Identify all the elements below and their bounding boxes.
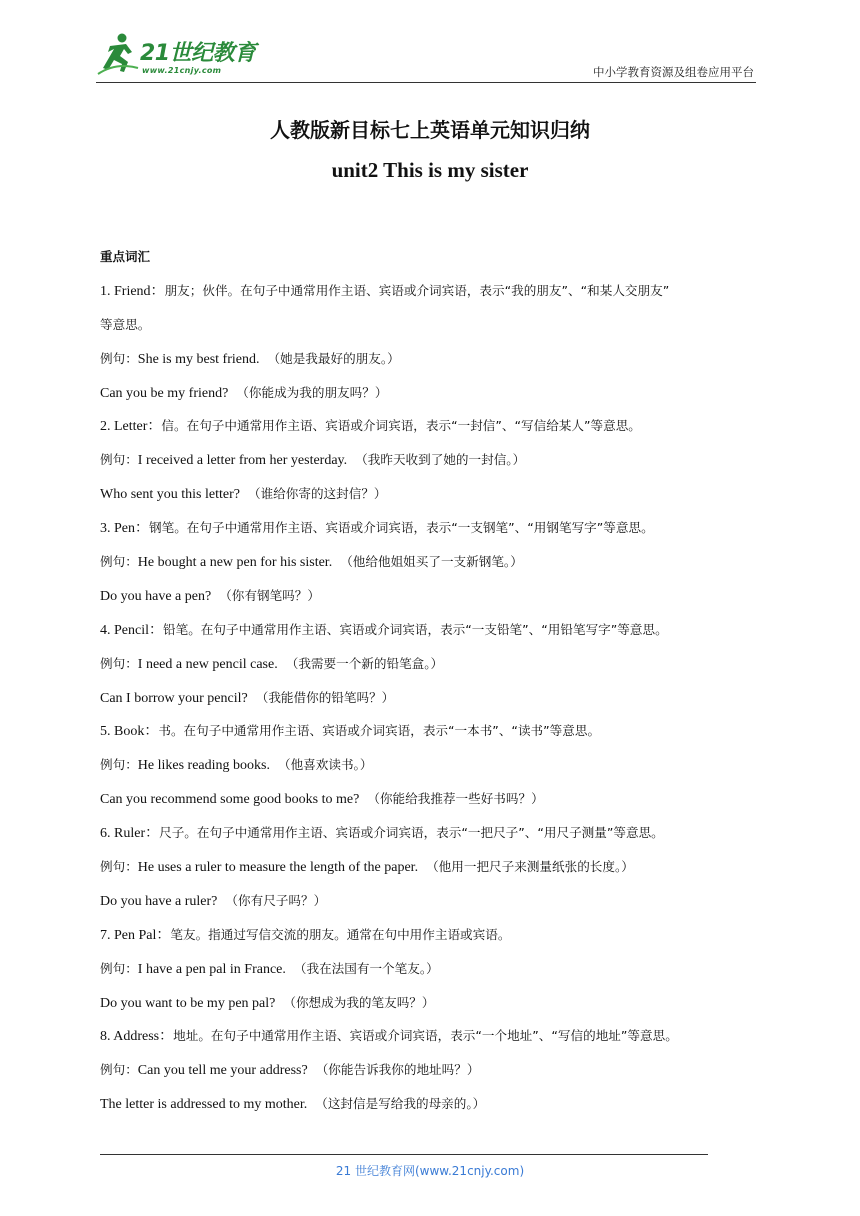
- example-sentence: [100, 786, 770, 820]
- example-chinese: （他给他姐姐买了一支新钢笔。）: [340, 554, 523, 570]
- example-english: He likes reading books.: [137, 758, 270, 774]
- vocab-definition: [100, 617, 770, 651]
- logo-url: www.21cnjy.com: [142, 66, 222, 75]
- example-sentence: [100, 651, 770, 685]
- example-sentence: [100, 549, 770, 583]
- example-chinese: （我昨天收到了她的一封信。）: [355, 452, 526, 468]
- example-sentence: [100, 583, 770, 617]
- vocab-definition: [100, 515, 770, 549]
- definition-text: 地址。在句子中通常用作主语、宾语或介词宾语，表示“一个地址”、“写信的地址”等意思。: [173, 1028, 678, 1044]
- example-chinese: （他喜欢读书。）: [277, 757, 373, 773]
- example-english: I need a new pencil case.: [137, 656, 278, 672]
- vocab-term: 2. Letter：: [100, 419, 162, 435]
- vocab-term: 4. Pencil：: [100, 622, 163, 638]
- example-prefix: 例句：: [100, 1062, 138, 1078]
- vocab-definition: [100, 413, 770, 447]
- example-prefix: 例句：: [100, 452, 138, 468]
- example-sentence: [100, 1091, 770, 1125]
- example-chinese: （她是我最好的朋友。）: [267, 350, 400, 366]
- example-sentence: [100, 854, 770, 888]
- footer-link[interactable]: 21 世纪教育网(www.21cnjy.com): [335, 1164, 525, 1178]
- example-sentence: [100, 380, 770, 414]
- example-chinese: （这封信是写给我的母亲的。）: [315, 1096, 486, 1112]
- example-english: Do you have a ruler?: [100, 893, 218, 909]
- example-prefix: 例句：: [100, 960, 138, 976]
- example-sentence: [100, 752, 770, 786]
- example-prefix: 例句：: [100, 757, 138, 773]
- example-english: He uses a ruler to measure the length of the paper.: [137, 860, 419, 876]
- definition-text: 朋友；伙伴。在句子中通常用作主语、宾语或介词宾语，表示“我的朋友”、“和某人交朋友”: [164, 282, 670, 298]
- vocab-definition: [100, 718, 770, 752]
- definition-text: 信。在句子中通常用作主语、宾语或介词宾语，表示“一封信”、“写信给某人”等意思。: [161, 418, 641, 434]
- example-chinese: （我在法国有一个笔友。）: [293, 960, 439, 976]
- example-english: Who sent you this letter?: [100, 487, 240, 503]
- vocab-definition-cont: [100, 312, 770, 346]
- footer-divider: [100, 1154, 708, 1155]
- example-sentence: [100, 1057, 770, 1091]
- definition-text: 钢笔。在句子中通常用作主语、宾语或介词宾语，表示“一支钢笔”、“用钢笔写字”等意思。: [149, 520, 654, 536]
- vocab-definition: [100, 820, 770, 854]
- example-chinese: （他用一把尺子来测量纸张的长度。）: [426, 859, 634, 875]
- example-english: Can you recommend some good books to me?: [100, 792, 360, 808]
- page-subtitle: unit2 This is my sister: [331, 158, 529, 182]
- vocab-list: [100, 278, 770, 1125]
- document-body: [100, 244, 770, 1125]
- vocab-term: 7. Pen Pal：: [100, 927, 171, 943]
- definition-text: 尺子。在句子中通常用作主语、宾语或介词宾语，表示“一把尺子”、“用尺子测量”等意思。: [159, 825, 664, 841]
- vocab-term: 1. Friend：: [100, 283, 165, 299]
- example-english: Can I borrow your pencil?: [100, 690, 248, 706]
- header-divider: [96, 82, 756, 83]
- example-prefix: 例句：: [100, 554, 138, 570]
- example-prefix: 例句：: [100, 350, 138, 366]
- page-title: 人教版新目标七上英语单元知识归纳: [270, 118, 590, 142]
- example-chinese: （你有钢笔吗？）: [219, 587, 320, 603]
- example-chinese: （你有尺子吗？）: [225, 892, 327, 908]
- example-sentence: [100, 346, 770, 380]
- platform-label: 中小学教育资源及组卷应用平台: [593, 65, 754, 79]
- example-sentence: [100, 447, 770, 481]
- example-chinese: （你能给我推荐一些好书吗？）: [367, 791, 544, 807]
- example-sentence: [100, 685, 770, 719]
- example-english: She is my best friend.: [137, 351, 260, 367]
- definition-text: 书。在句子中通常用作主语、宾语或介词宾语，表示“一本书”、“读书”等意思。: [158, 723, 601, 739]
- site-logo[interactable]: [96, 32, 266, 80]
- example-english: The letter is addressed to my mother.: [100, 1097, 308, 1113]
- definition-text: 铅笔。在句子中通常用作主语、宾语或介词宾语，表示“一支铅笔”、“用铅笔写字”等意思。: [163, 621, 668, 637]
- example-chinese: （我能借你的铅笔吗？）: [255, 689, 395, 705]
- example-sentence: [100, 481, 770, 515]
- section-heading: 重点词汇: [100, 249, 151, 264]
- vocab-definition: [100, 922, 770, 956]
- example-sentence: [100, 956, 770, 990]
- example-english: Do you want to be my pen pal?: [100, 995, 276, 1011]
- page-header: [96, 30, 756, 84]
- vocab-term: 6. Ruler：: [100, 826, 160, 842]
- example-chinese: （你能成为我的朋友吗？）: [236, 384, 388, 400]
- example-prefix: 例句：: [100, 859, 138, 875]
- example-prefix: 例句：: [100, 655, 138, 671]
- example-chinese: （我需要一个新的铅笔盒。）: [285, 655, 444, 671]
- vocab-definition: [100, 278, 770, 312]
- definition-text: 笔友。指通过写信交流的朋友。通常在句中用作主语或宾语。: [170, 926, 511, 942]
- example-chinese: （你能告诉我你的地址吗？）: [315, 1062, 480, 1078]
- example-english: Do you have a pen?: [100, 588, 212, 604]
- vocab-term: 3. Pen：: [100, 521, 149, 537]
- vocab-term: 8. Address：: [100, 1029, 174, 1045]
- vocab-definition: [100, 1023, 770, 1057]
- example-english: I received a letter from her yesterday.: [137, 453, 348, 469]
- example-english: Can you tell me your address?: [137, 1063, 308, 1079]
- example-sentence: [100, 888, 770, 922]
- example-chinese: （你想成为我的笔友吗？）: [283, 994, 435, 1010]
- logo-text: 21世纪教育: [140, 41, 256, 66]
- example-english: Can you be my friend?: [100, 385, 229, 401]
- example-english: I have a pen pal in France.: [137, 961, 286, 977]
- runner-icon: [96, 32, 140, 76]
- example-sentence: [100, 990, 770, 1024]
- vocab-term: 5. Book：: [100, 724, 159, 740]
- example-chinese: （谁给你寄的这封信？）: [247, 486, 387, 502]
- definition-text: 等意思。: [100, 316, 151, 332]
- example-english: He bought a new pen for his sister.: [137, 555, 333, 571]
